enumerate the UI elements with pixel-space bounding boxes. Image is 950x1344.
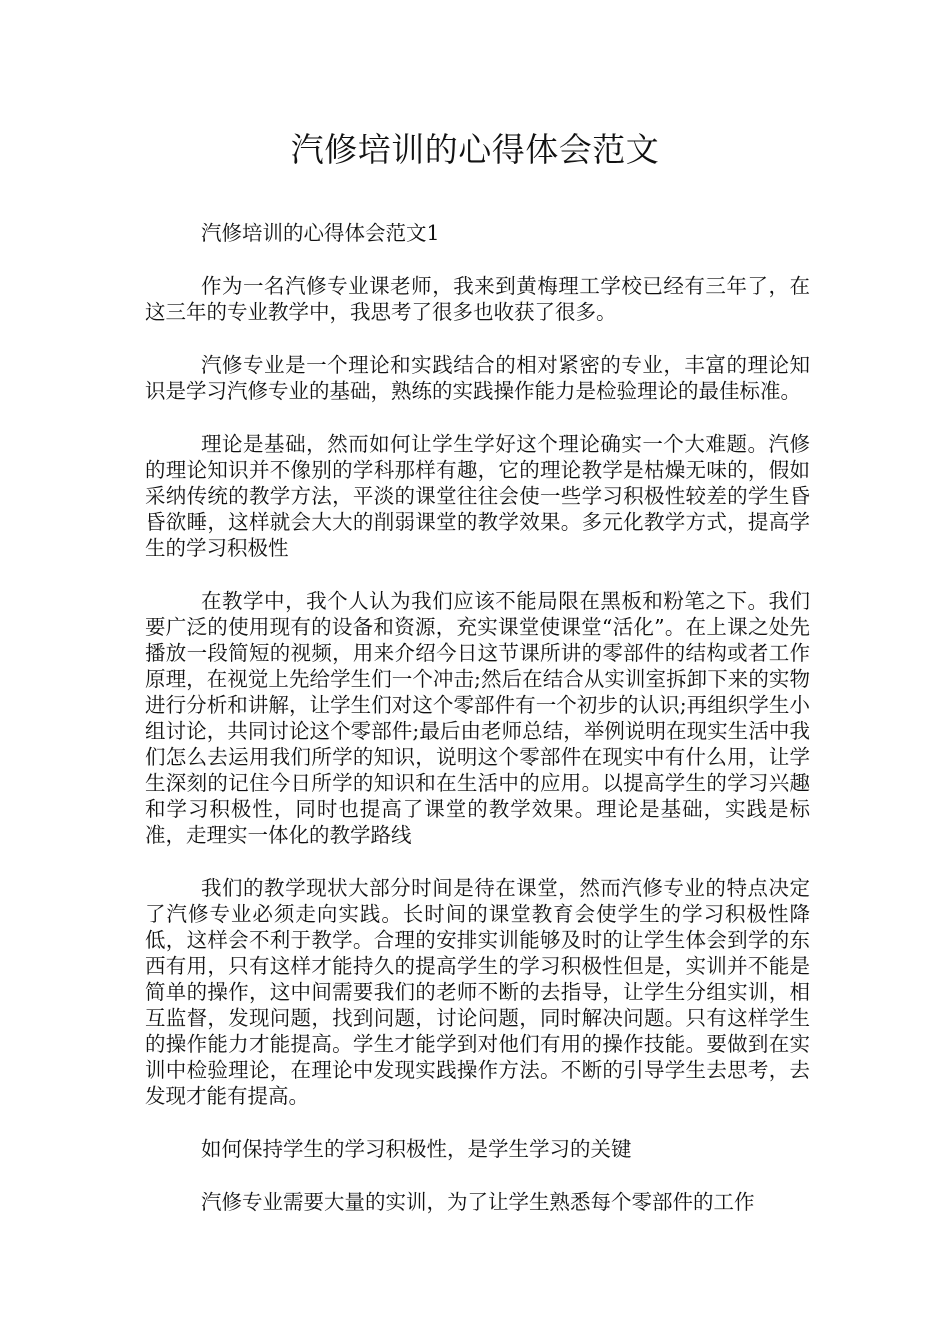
document-title: 汽修培训的心得体会范文: [290, 130, 660, 169]
paragraph: 汽修专业是一个理论和实践结合的相对紧密的专业，丰富的理论知识是学习汽修专业的基础，熟练的实践操作能力是检验理论的最佳标准。: [145, 353, 810, 403]
paragraph-subheading: 汽修培训的心得体会范文1: [201, 221, 440, 245]
paragraph: 我们的教学现状大部分时间是待在课堂，然而汽修专业的特点决定了汽修专业必须走向实践。长时间的课堂教育会使学生的学习积极性降低，这样会不利于教学。合理的安排实训能够及时的让学生体会到学的东西有用，只有这样才能持久的提高学生的学习积极性但是，实训并不能是简单的操作，这中间需要我们的老师不断的去指导，让学生分组实训，相互监督，发现问题，找到问题，讨论问题，同时解决问题。只有这样学生的操作能力才能提高。学生才能学到对他们有用的操作技能。要做到在实训中检验理论，在理论中发现实践操作方法。不断的引导学生去思考，去发现才能有提高。: [145, 876, 810, 1108]
paragraph: 在教学中，我个人认为我们应该不能局限在黑板和粉笔之下。我们要广泛的使用现有的设备和资源，充实课堂使课堂“活化”。在上课之处先播放一段简短的视频，用来介绍今日这节课所讲的零部件的结构或者工作原理，在视觉上先给学生们一个冲击;然后在结合从实训室拆卸下来的实物进行分析和讲解，让学生们对这个零部件有一个初步的认识;再组织学生小组讨论，共同讨论这个零部件;最后由老师总结，举例说明在现实生活中我们怎么去运用我们所学的知识，说明这个零部件在现实中有什么用，让学生深刻的记住今日所学的知识和在生活中的应用。以提高学生的学习兴趣和学习积极性，同时也提高了课堂的教学效果。理论是基础，实践是标准，走理实一体化的教学路线: [145, 589, 810, 847]
paragraph-heading: 如何保持学生的学习积极性，是学生学习的关键: [201, 1137, 632, 1161]
paragraph: 作为一名汽修专业课老师，我来到黄梅理工学校已经有三年了，在这三年的专业教学中，我思考了很多也收获了很多。: [145, 274, 810, 324]
document-body: [145, 220, 810, 1242]
paragraph: 理论是基础，然而如何让学生学好这个理论确实一个大难题。汽修的理论知识并不像别的学科那样有趣，它的理论教学是枯燥无味的，假如采纳传统的教学方法，平淡的课堂往往会使一些学习积极性较差的学生昏昏欲睡，这样就会大大的削弱课堂的教学效果。多元化教学方式，提高学生的学习积极性: [145, 432, 810, 560]
paragraph: 汽修专业需要大量的实训，为了让学生熟悉每个零部件的工作: [201, 1190, 755, 1214]
